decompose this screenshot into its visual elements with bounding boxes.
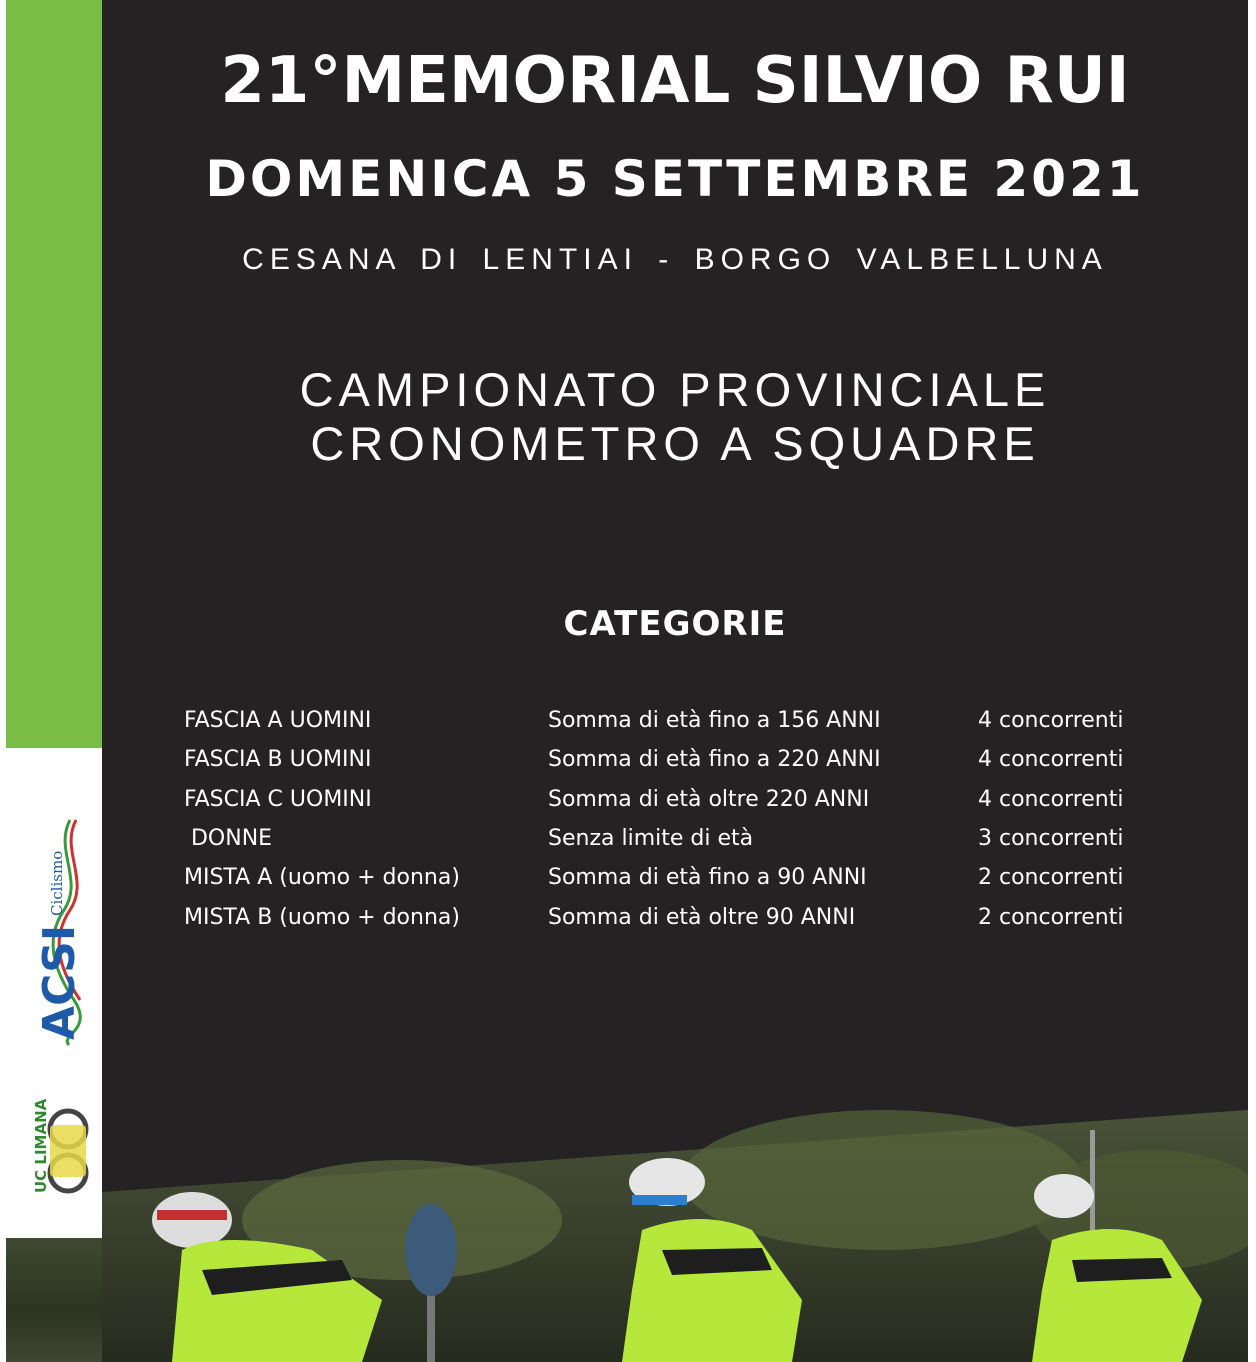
cyclists-photo	[102, 1100, 1248, 1362]
category-riders: 2 concorrenti	[978, 905, 1124, 930]
category-riders: 4 concorrenti	[978, 708, 1124, 733]
championship-title-line1: CAMPIONATO PROVINCIALE	[299, 363, 1051, 416]
category-row	[0, 787, 1256, 827]
category-rule: Somma di età fino a 156 ANNI	[548, 708, 881, 733]
category-name: DONNE	[184, 826, 273, 851]
category-name: FASCIA B UOMINI	[184, 747, 372, 772]
category-rule: Somma di età fino a 90 ANNI	[548, 865, 867, 890]
event-location: CESANA DI LENTIAI - BORGO VALBELLUNA	[242, 243, 1108, 276]
category-name: MISTA B (uomo + donna)	[184, 905, 460, 930]
category-row	[0, 708, 1256, 748]
uc-limana-logo	[14, 1095, 94, 1205]
event-date: DOMENICA 5 SETTEMBRE 2021	[205, 150, 1145, 208]
category-name: FASCIA C UOMINI	[184, 787, 372, 812]
category-riders: 4 concorrenti	[978, 747, 1124, 772]
championship-title-line2: CRONOMETRO A SQUADRE	[310, 417, 1040, 470]
category-row	[0, 865, 1256, 905]
category-row	[0, 905, 1256, 945]
category-rule: Somma di età fino a 220 ANNI	[548, 747, 881, 772]
category-row	[0, 826, 1256, 866]
category-row	[0, 747, 1256, 787]
event-title: 21°MEMORIAL SILVIO RUI	[220, 44, 1130, 118]
category-rule: Somma di età oltre 220 ANNI	[548, 787, 870, 812]
club-logo-text: UC LIMANA	[32, 1098, 50, 1193]
acsi-ciclismo-logo	[14, 800, 94, 1050]
category-riders: 2 concorrenti	[978, 865, 1124, 890]
category-riders: 3 concorrenti	[978, 826, 1124, 851]
category-name: MISTA A (uomo + donna)	[184, 865, 460, 890]
category-riders: 4 concorrenti	[978, 787, 1124, 812]
photo-edge-strip	[6, 1238, 102, 1362]
acsi-logo-text: ACSI	[34, 924, 85, 1040]
category-name: FASCIA A UOMINI	[184, 708, 372, 733]
categories-heading: CATEGORIE	[563, 604, 787, 644]
green-side-bar	[6, 0, 102, 748]
category-rule: Somma di età oltre 90 ANNI	[548, 905, 856, 930]
acsi-logo-subtext: Ciclismo	[48, 850, 66, 916]
category-rule: Senza limite di età	[548, 826, 754, 851]
